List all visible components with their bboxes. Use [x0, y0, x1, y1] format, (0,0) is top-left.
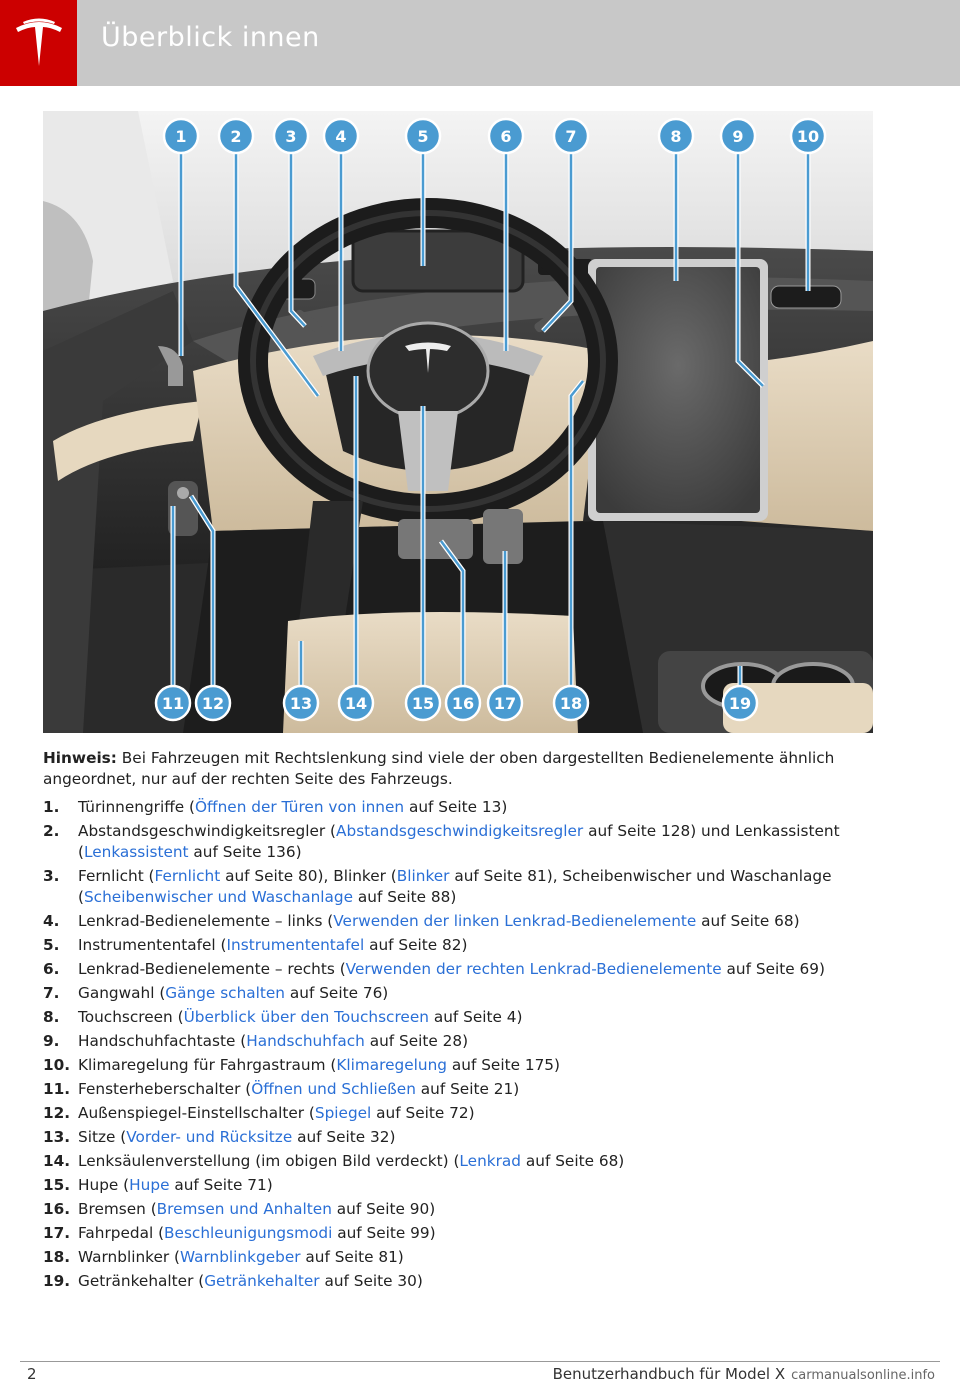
svg-text:2: 2 [230, 127, 242, 146]
callout-14 [339, 686, 373, 720]
callout-12 [196, 686, 230, 720]
link-touchscreen[interactable]: Überblick über den Touchscreen [183, 1008, 429, 1026]
svg-text:8: 8 [670, 127, 682, 146]
page-title: Überblick innen [101, 22, 320, 53]
legend-item-17: 17. Fahrpedal (Beschleunigungsmodi auf Seite 99) [43, 1224, 436, 1242]
note-paragraph [43, 748, 873, 790]
link-warnblinkgeber[interactable]: Warnblinkgeber [179, 1248, 301, 1266]
callout-5 [406, 119, 440, 153]
legend-item-15: 15. Hupe (Hupe auf Seite 71) [43, 1176, 273, 1194]
callout-10 [791, 119, 825, 153]
link-lenkrad[interactable]: Lenkrad [459, 1152, 522, 1170]
callout-6 [489, 119, 523, 153]
link-hupe[interactable]: Hupe [129, 1176, 170, 1194]
callout-15 [406, 686, 440, 720]
callout-1 [164, 119, 198, 153]
legend-item-5: 5. Instrumententafel (Instrumententafel auf Seite 82) [43, 936, 468, 954]
callout-17 [488, 686, 522, 720]
tesla-logo-icon [13, 18, 65, 68]
link-lenkassistent[interactable]: Lenkassistent [83, 843, 189, 861]
svg-text:15: 15 [411, 694, 435, 713]
svg-text:7: 7 [565, 127, 577, 146]
legend-item-6: 6. Lenkrad-Bedienelemente – rechts (Verwenden der rechten Lenkrad-Bedienelemente auf Seite 69) [43, 960, 825, 978]
legend-item-9: 9. Handschuhfachtaste (Handschuhfach auf Seite 28) [43, 1032, 469, 1050]
legend-item-2: 2. Abstandsgeschwindigkeitsregler (Abstandsgeschwindigkeitsregler auf Seite 128) und Lenkassistent (Lenkassistent auf Seite 136) [43, 822, 840, 861]
svg-text:1: 1 [175, 127, 187, 146]
svg-text:14: 14 [344, 694, 368, 713]
callout-18 [554, 686, 588, 720]
link-gaenge[interactable]: Gänge schalten [165, 984, 286, 1002]
page-number: 2 [27, 1365, 37, 1383]
legend-item-13: 13. Sitze (Vorder- und Rücksitze auf Seite 32) [43, 1128, 396, 1146]
link-beschleunigung[interactable]: Beschleunigungsmodi [164, 1224, 333, 1242]
link-abstandsregler[interactable]: Abstandsgeschwindigkeitsregler [336, 822, 584, 840]
interior-drawing [43, 111, 873, 733]
legend-list [43, 797, 873, 1295]
legend-item-14: 14. Lenksäulenverstellung (im obigen Bild verdeckt) (Lenkrad auf Seite 68) [43, 1152, 625, 1170]
legend-item-16: 16. Bremsen (Bremsen und Anhalten auf Seite 90) [43, 1200, 436, 1218]
svg-text:13: 13 [289, 694, 313, 713]
legend-item-11: 11. Fensterheberschalter (Öffnen und Schließen auf Seite 21) [43, 1080, 520, 1098]
callout-4 [324, 119, 358, 153]
link-fernlicht[interactable]: Fernlicht [154, 867, 221, 885]
legend-item-8: 8. Touchscreen (Überblick über den Touchscreen auf Seite 4) [43, 1008, 523, 1026]
legend-item-3: 3. Fernlicht (Fernlicht auf Seite 80), Blinker (Blinker auf Seite 81), Scheibenwischer und Waschanlage (Scheibenwischer und Waschanlage auf Seite 88) [43, 867, 832, 906]
manual-name: Benutzerhandbuch für Model X carmanualsonline.info [552, 1365, 935, 1383]
link-getraenkehalter[interactable]: Getränkehalter [204, 1272, 320, 1290]
svg-text:11: 11 [161, 694, 185, 713]
link-scheibenwischer[interactable]: Scheibenwischer und Waschanlage [83, 888, 354, 906]
legend-item-1: 1. Türinnengriffe (Öffnen der Türen von innen auf Seite 13) [43, 798, 508, 816]
interior-illustration [43, 111, 873, 733]
svg-text:17: 17 [493, 694, 517, 713]
svg-text:4: 4 [335, 127, 347, 146]
callout-19 [723, 686, 757, 720]
svg-text:9: 9 [732, 127, 744, 146]
watermark: carmanualsonline.info [791, 1368, 935, 1383]
svg-text:16: 16 [451, 694, 475, 713]
link-klimaregelung[interactable]: Klimaregelung [336, 1056, 448, 1074]
callout-3 [274, 119, 308, 153]
svg-text:12: 12 [201, 694, 225, 713]
note-label: Hinweis: [43, 749, 117, 767]
note-text: Bei Fahrzeugen mit Rechtslenkung sind viele der oben dargestellten Bedienelemente ähnlich angeordnet, nur auf der rechten Seite des Fahrzeugs. [43, 749, 835, 788]
logo-box [0, 0, 77, 86]
link-sitze[interactable]: Vorder- und Rücksitze [126, 1128, 293, 1146]
callout-8 [659, 119, 693, 153]
legend-item-10: 10. Klimaregelung für Fahrgastraum (Klimaregelung auf Seite 175) [43, 1056, 561, 1074]
legend-item-12: 12. Außenspiegel-Einstellschalter (Spiegel auf Seite 72) [43, 1104, 475, 1122]
link-oeffnen-schliessen[interactable]: Öffnen und Schließen [251, 1080, 416, 1098]
legend-item-19: 19. Getränkehalter (Getränkehalter auf Seite 30) [43, 1272, 423, 1290]
link-spiegel[interactable]: Spiegel [314, 1104, 372, 1122]
legend-item-4: 4. Lenkrad-Bedienelemente – links (Verwenden der linken Lenkrad-Bedienelemente auf Seite 68) [43, 912, 800, 930]
callout-2 [219, 119, 253, 153]
callout-13 [284, 686, 318, 720]
callout-7 [554, 119, 588, 153]
link-tueren-oeffnen[interactable]: Öffnen der Türen von innen [195, 798, 405, 816]
link-rechte-lenkrad[interactable]: Verwenden der rechten Lenkrad-Bedienelemente [345, 960, 722, 978]
svg-text:10: 10 [796, 127, 820, 146]
svg-text:18: 18 [559, 694, 583, 713]
link-instrumententafel[interactable]: Instrumententafel [226, 936, 365, 954]
svg-text:5: 5 [417, 127, 429, 146]
svg-text:19: 19 [728, 694, 752, 713]
link-blinker[interactable]: Blinker [396, 867, 450, 885]
link-handschuhfach[interactable]: Handschuhfach [246, 1032, 365, 1050]
callout-9 [721, 119, 755, 153]
link-linke-lenkrad[interactable]: Verwenden der linken Lenkrad-Bedienelemente [333, 912, 697, 930]
callout-11 [156, 686, 190, 720]
footer-divider [20, 1361, 940, 1362]
svg-text:6: 6 [500, 127, 512, 146]
svg-text:3: 3 [285, 127, 297, 146]
legend-item-18: 18. Warnblinker (Warnblinkgeber auf Seite 81) [43, 1248, 404, 1266]
page-header [0, 0, 960, 86]
callout-16 [446, 686, 480, 720]
legend-item-7: 7. Gangwahl (Gänge schalten auf Seite 76) [43, 984, 389, 1002]
link-bremsen[interactable]: Bremsen und Anhalten [156, 1200, 332, 1218]
